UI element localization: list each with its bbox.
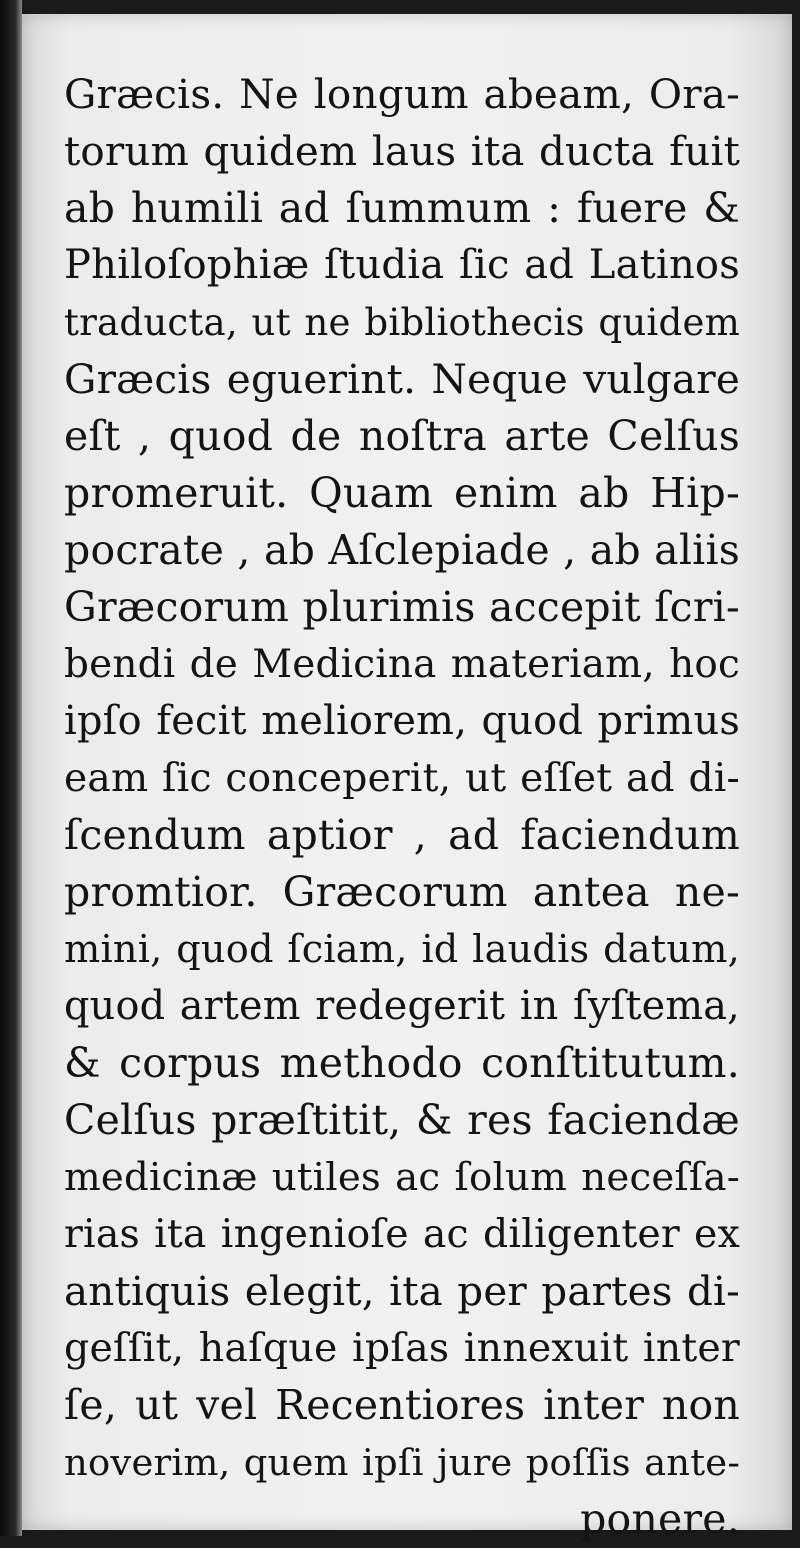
text-line: Græcis. Ne longum abeam, Ora-: [64, 70, 740, 118]
text-line: rias ita ingenioſe ac diligenter ex: [64, 1211, 740, 1257]
text-line: traducta, ut ne bibliothecis quidem: [64, 301, 740, 344]
text-line: promeruit. Quam enim ab Hip-: [64, 469, 740, 517]
text-line: eſt , quod de noſtra arte Celſus: [64, 412, 740, 460]
text-line: eam ſic conceperit, ut eſſet ad di-: [64, 756, 740, 801]
latin-text-block: [64, 66, 740, 1548]
text-line: quod artem redegerit in ſyſtema,: [64, 983, 740, 1029]
text-line: pocrate , ab Aſclepiade , ab aliis: [64, 526, 740, 574]
text-line: mini, quod ſciam, id laudis datum,: [64, 927, 740, 972]
text-line: noverim, quem ipſi jure poſſis ante-: [64, 1441, 740, 1484]
text-line: medicinæ utiles ac ſolum neceſſa-: [64, 1155, 740, 1200]
text-line: ab humili ad ſummum : fuere &: [64, 184, 740, 232]
text-line: Græcorum plurimis accepit ſcri-: [64, 583, 740, 631]
text-line: Philoſophiæ ſtudia ſic ad Latinos: [64, 242, 740, 288]
text-line: Græcis eguerint. Neque vulgare: [64, 355, 740, 403]
text-line: geſſit, haſque ipſas innexuit inter: [64, 1325, 740, 1371]
text-line: antiquis elegit, ita per partes di-: [64, 1267, 740, 1315]
text-line: promtior. Græcorum antea ne-: [64, 868, 740, 916]
text-line: & corpus methodo conſtitutum.: [64, 1039, 740, 1087]
text-line: Celſus præſtitit, & res faciendæ: [64, 1096, 740, 1144]
text-line: bendi de Medicina materiam, hoc: [64, 642, 740, 687]
text-line-final: ponere.: [580, 1495, 740, 1543]
text-line: ſe, ut vel Recentiores inter non: [64, 1381, 740, 1429]
text-line: ſcendum aptior , ad faciendum: [64, 811, 740, 859]
text-line: torum quidem laus ita ducta fuit: [64, 128, 740, 175]
book-gutter: [0, 0, 22, 1536]
text-line: ipſo fecit meliorem, quod primus: [64, 698, 740, 744]
